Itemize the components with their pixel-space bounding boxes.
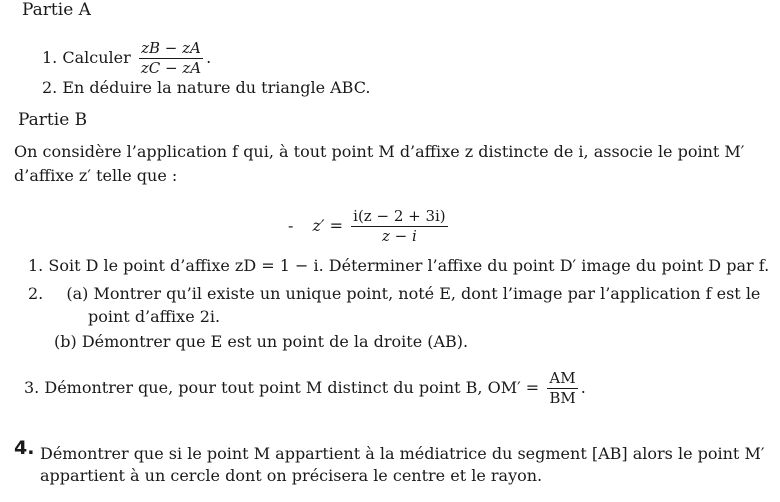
part-b-intro-line-1: On considère l’application f qui, à tout point M d’affixe z distincte de i, associe le point M′ xyxy=(14,142,745,161)
part-a-question-1 xyxy=(42,40,211,77)
part-b-question-4-line-1: Démontrer que si le point M appartient à la médiatrice du segment [AB] alors le point M′ xyxy=(40,444,765,463)
formula-denominator: z − i xyxy=(382,227,417,245)
part-b-question-2a-line-2: point d’affixe 2i. xyxy=(88,307,221,326)
question-number: 2. xyxy=(42,78,58,97)
question-number: 1. xyxy=(42,48,58,67)
fraction-denominator: zC − zA xyxy=(140,59,202,77)
part-b-question-4-line-2: appartient à un cercle dont on précisera le centre et le rayon. xyxy=(40,466,543,485)
question-end: . xyxy=(206,48,212,67)
stray-dash: - xyxy=(288,216,294,235)
question-number: 2. xyxy=(28,284,44,303)
fraction-numerator: zB − zA xyxy=(139,40,203,59)
part-a-question-2 xyxy=(42,78,370,98)
question-text: Soit D le point d’affixe zD = 1 − i. Déterminer l’affixe du point D′ image du point D par f. xyxy=(48,256,770,275)
subquestion-text: Démontrer que E est un point de la droite (AB). xyxy=(81,332,469,351)
formula-z-prime xyxy=(288,208,451,245)
question-text: Démontrer que, pour tout point M distinct du point B, OM′ = xyxy=(44,378,540,397)
fraction-am-over-bm xyxy=(547,370,577,407)
formula-numerator: i(z − 2 + 3i) xyxy=(353,207,446,225)
subquestion-text: Montrer qu’il existe un unique point, noté E, dont l’image par l’application f est le xyxy=(93,284,761,303)
question-number: 3. xyxy=(24,378,40,397)
part-b-question-4-number: 4. xyxy=(14,437,35,459)
part-b-question-3 xyxy=(24,370,586,407)
fraction-denominator: BM xyxy=(549,389,576,407)
part-b-question-2b xyxy=(54,332,468,352)
part-b-title: Partie B xyxy=(18,110,88,130)
question-text: Calculer xyxy=(62,48,131,67)
fraction-numerator: AM xyxy=(547,370,577,389)
subquestion-label: (a) xyxy=(66,284,89,303)
question-number: 1. xyxy=(28,256,44,275)
question-text: En déduire la nature du triangle ABC. xyxy=(62,78,371,97)
part-b-intro-line-2: d’affixe z′ telle que : xyxy=(14,166,178,185)
fraction-zb-za-over-zc-za xyxy=(139,40,203,77)
part-a-title: Partie A xyxy=(22,0,91,20)
formula-lhs: z′ = xyxy=(312,216,344,235)
question-end: . xyxy=(580,378,586,397)
formula-fraction xyxy=(351,208,448,245)
subquestion-label: (b) xyxy=(54,332,77,351)
part-b-question-1 xyxy=(28,256,769,276)
part-b-question-2a xyxy=(28,284,760,304)
